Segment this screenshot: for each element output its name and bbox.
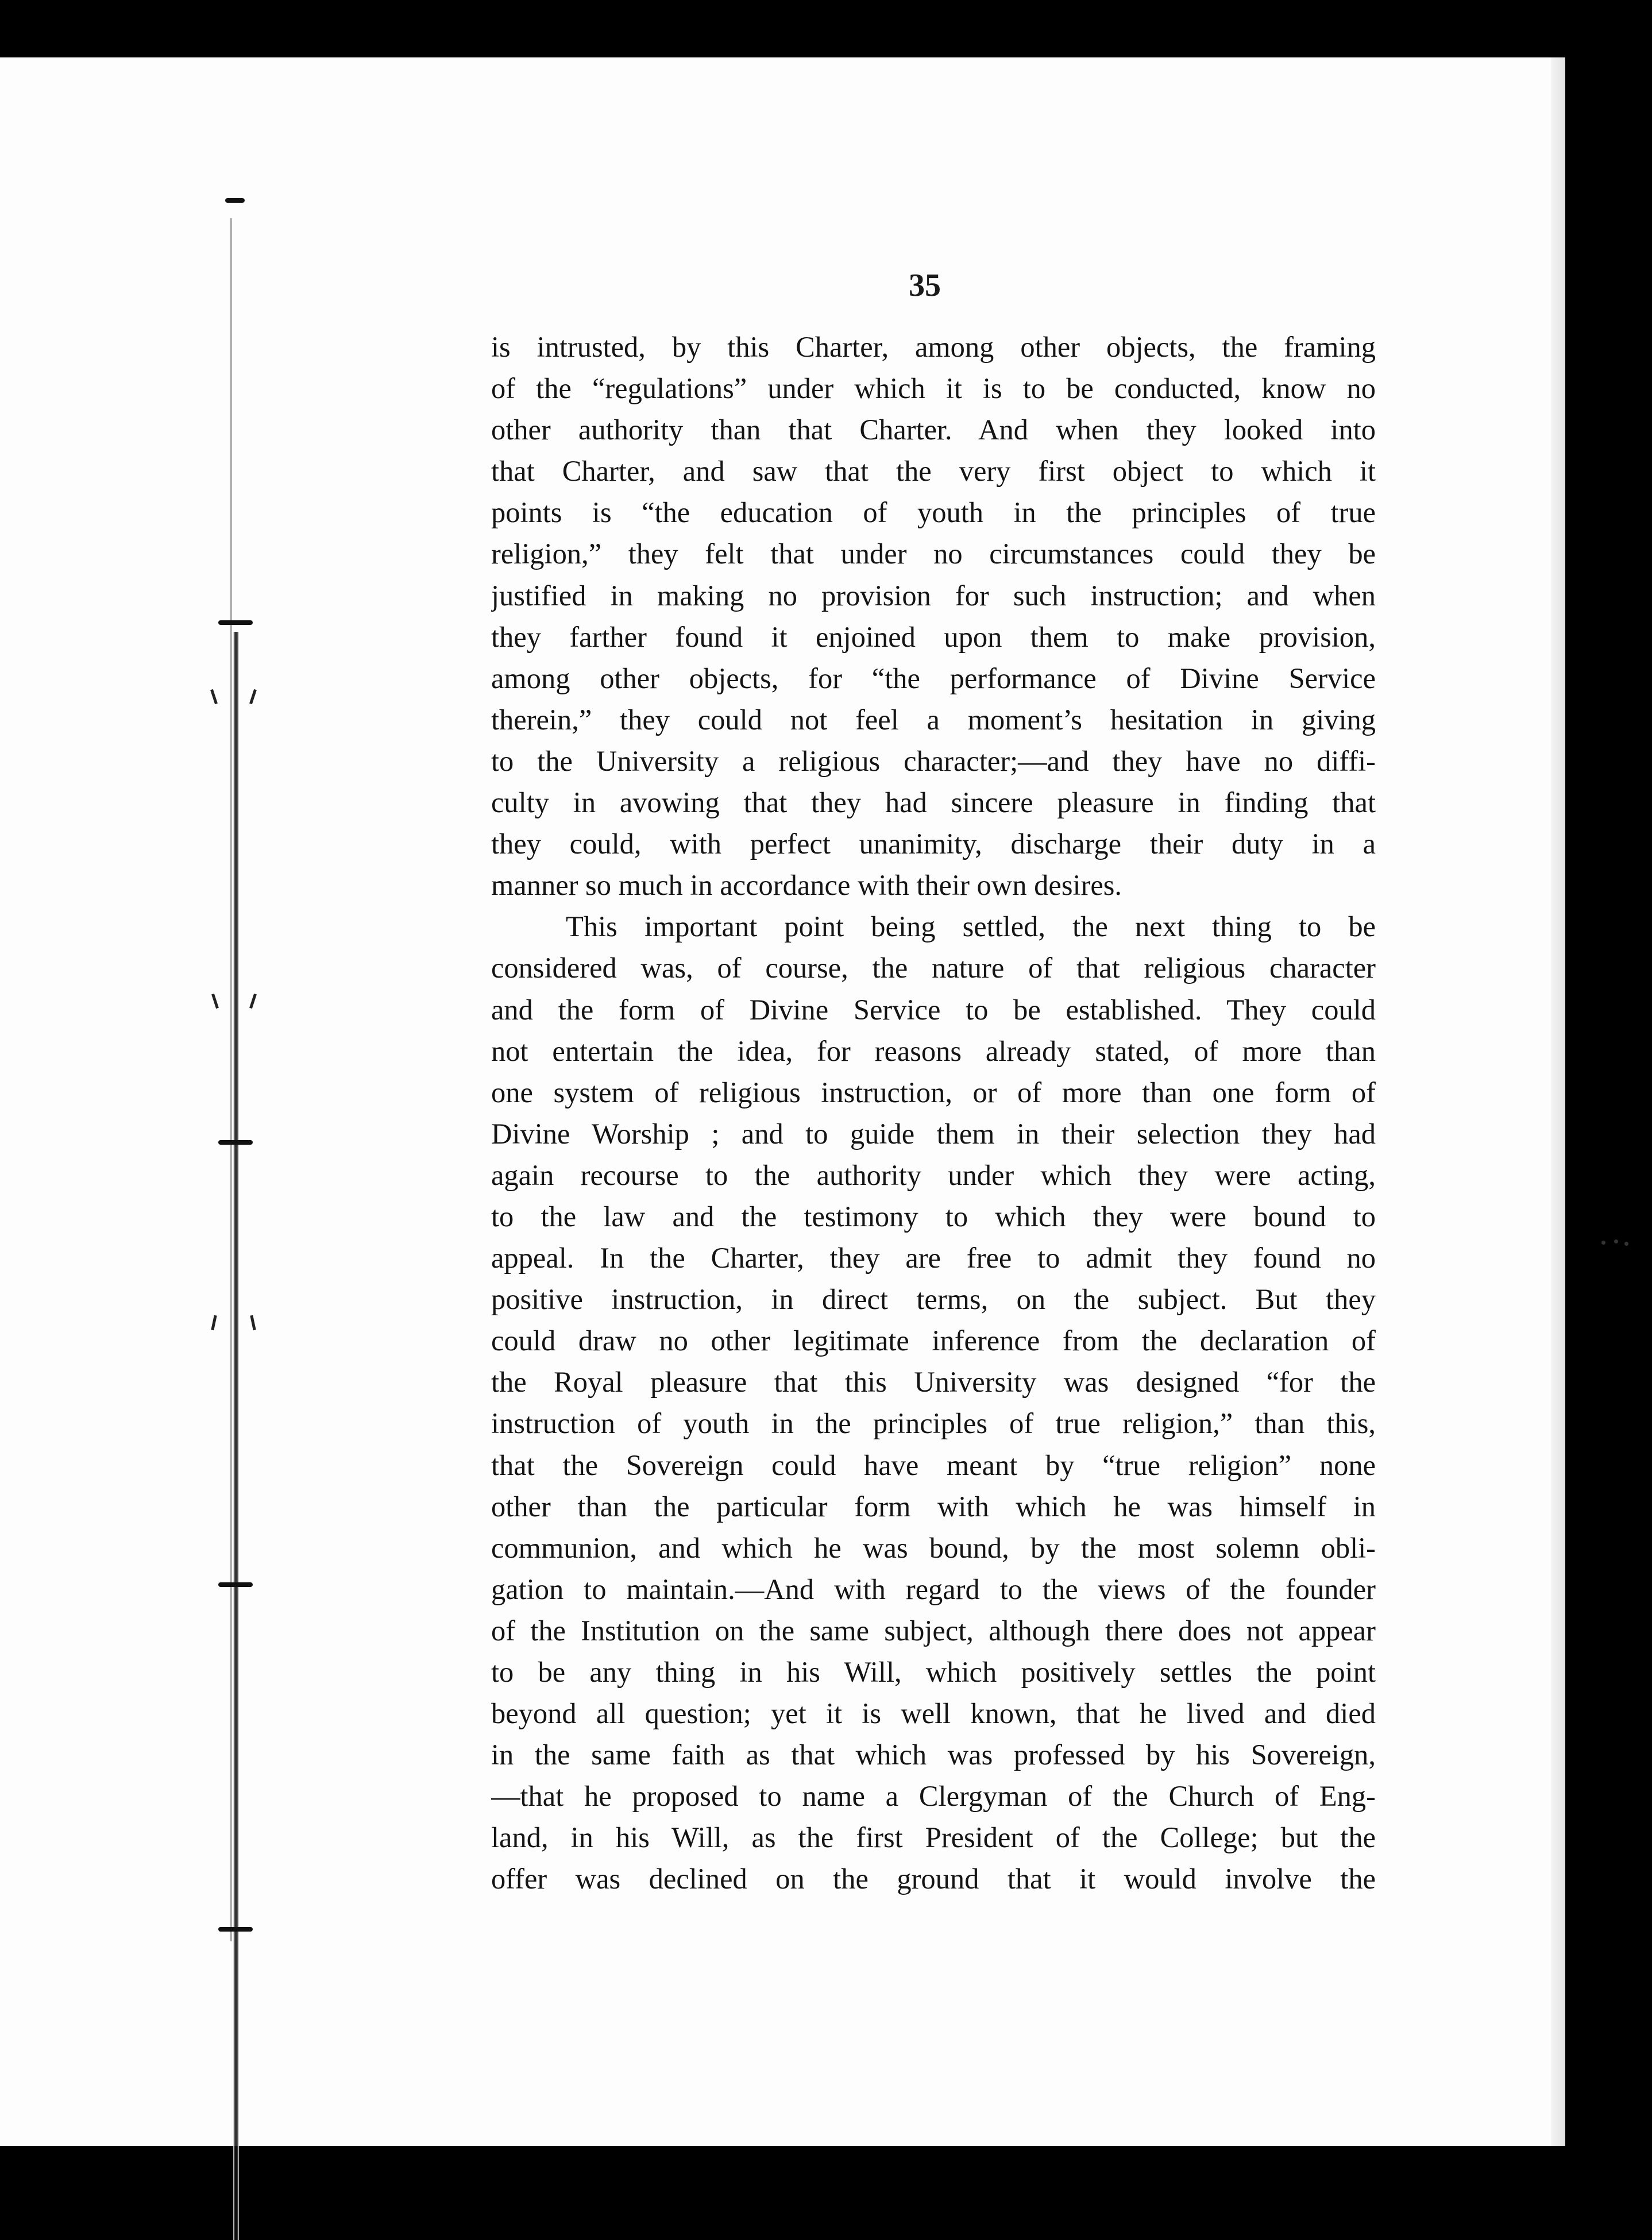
text-line: communion, and which he was bound, by the most solemn obli-	[491, 1531, 1376, 1564]
text-line: justified in making no provision for such instruction; and when	[491, 579, 1376, 612]
text-line: of the Institution on the same subject, although there does not appear	[491, 1614, 1376, 1647]
text-line: religion,” they felt that under no circumstances could they be	[491, 538, 1376, 570]
text-line: land, in his Will, as the first President of the College; but the	[491, 1821, 1376, 1854]
text-line: they farther found it enjoined upon them to make provision,	[491, 620, 1376, 653]
text-line: is intrusted, by this Charter, among other objects, the framing	[491, 331, 1376, 363]
page-edge	[1551, 57, 1565, 2146]
text-line: to the law and the testimony to which they were bound to	[491, 1200, 1376, 1233]
text-line: of the “regulations” under which it is to be conducted, know no	[491, 372, 1376, 405]
text-line: gation to maintain.—And with regard to the views of the founder	[491, 1573, 1376, 1605]
text-line: they could, with perfect unanimity, discharge their duty in a	[491, 828, 1376, 860]
text-line: culty in avowing that they had sincere pleasure in finding that	[491, 786, 1376, 819]
text-line: beyond all question; yet it is well known, that he lived and died	[491, 1697, 1376, 1730]
text-line: considered was, of course, the nature of that religious character	[491, 952, 1376, 984]
page-number: 35	[909, 268, 941, 303]
text-line: again recourse to the authority under which they were acting,	[491, 1158, 1376, 1191]
text-line: that Charter, and saw that the very first object to which it	[491, 455, 1376, 488]
text-line: Divine Worship ; and to guide them in their selection they had	[491, 1117, 1376, 1150]
text-line: one system of religious instruction, or of more than one form of	[491, 1076, 1376, 1109]
stitch-mark	[225, 198, 245, 203]
binding-thread	[233, 632, 239, 2240]
stitch-mark	[218, 620, 253, 625]
text-line: in the same faith as that which was professed by his Sovereign,	[491, 1739, 1376, 1771]
text-line: positive instruction, in direct terms, on the subject. But they	[491, 1283, 1376, 1316]
text-line: that the Sovereign could have meant by “true religion” none	[491, 1449, 1376, 1481]
text-line: to the University a religious character;—and they have no diffi-	[491, 744, 1376, 777]
text-line: appeal. In the Charter, they are free to admit they found no	[491, 1242, 1376, 1275]
binding-stitching	[218, 172, 253, 2068]
text-line: could draw no other legitimate inference from the declaration of	[491, 1324, 1376, 1357]
text-line: and the form of Divine Service to be established. They could	[491, 993, 1376, 1026]
text-line: instruction of youth in the principles of true religion,” than this,	[491, 1407, 1376, 1440]
text-line: not entertain the idea, for reasons already stated, of more than	[491, 1034, 1376, 1067]
text-line: among other objects, for “the performance of Divine Service	[491, 662, 1376, 694]
binding-fold-line	[230, 218, 232, 1941]
stitch-mark	[218, 1927, 253, 1932]
text-line: to be any thing in his Will, which positively settles the point	[491, 1656, 1376, 1688]
text-line: other authority than that Charter. And when they looked into	[491, 414, 1376, 446]
stitch-mark	[218, 1140, 253, 1145]
text-line: therein,” they could not feel a moment’s hesitation in giving	[491, 703, 1376, 736]
text-line: other than the particular form with which he was himself in	[491, 1490, 1376, 1523]
text-line: manner so much in accordance with their own desires.	[491, 869, 1122, 902]
text-line: offer was declined on the ground that it would involve the	[491, 1863, 1376, 1895]
margin-speck	[1601, 1239, 1633, 1246]
text-line: points is “the education of youth in the principles of true	[491, 496, 1376, 529]
stitch-mark	[218, 1582, 253, 1587]
body-text	[491, 326, 1376, 1900]
text-line: This important point being settled, the next thing to be	[566, 910, 1376, 943]
text-line: —that he proposed to name a Clergyman of the Church of Eng-	[491, 1780, 1376, 1813]
text-line: the Royal pleasure that this University was designed “for the	[491, 1366, 1376, 1399]
